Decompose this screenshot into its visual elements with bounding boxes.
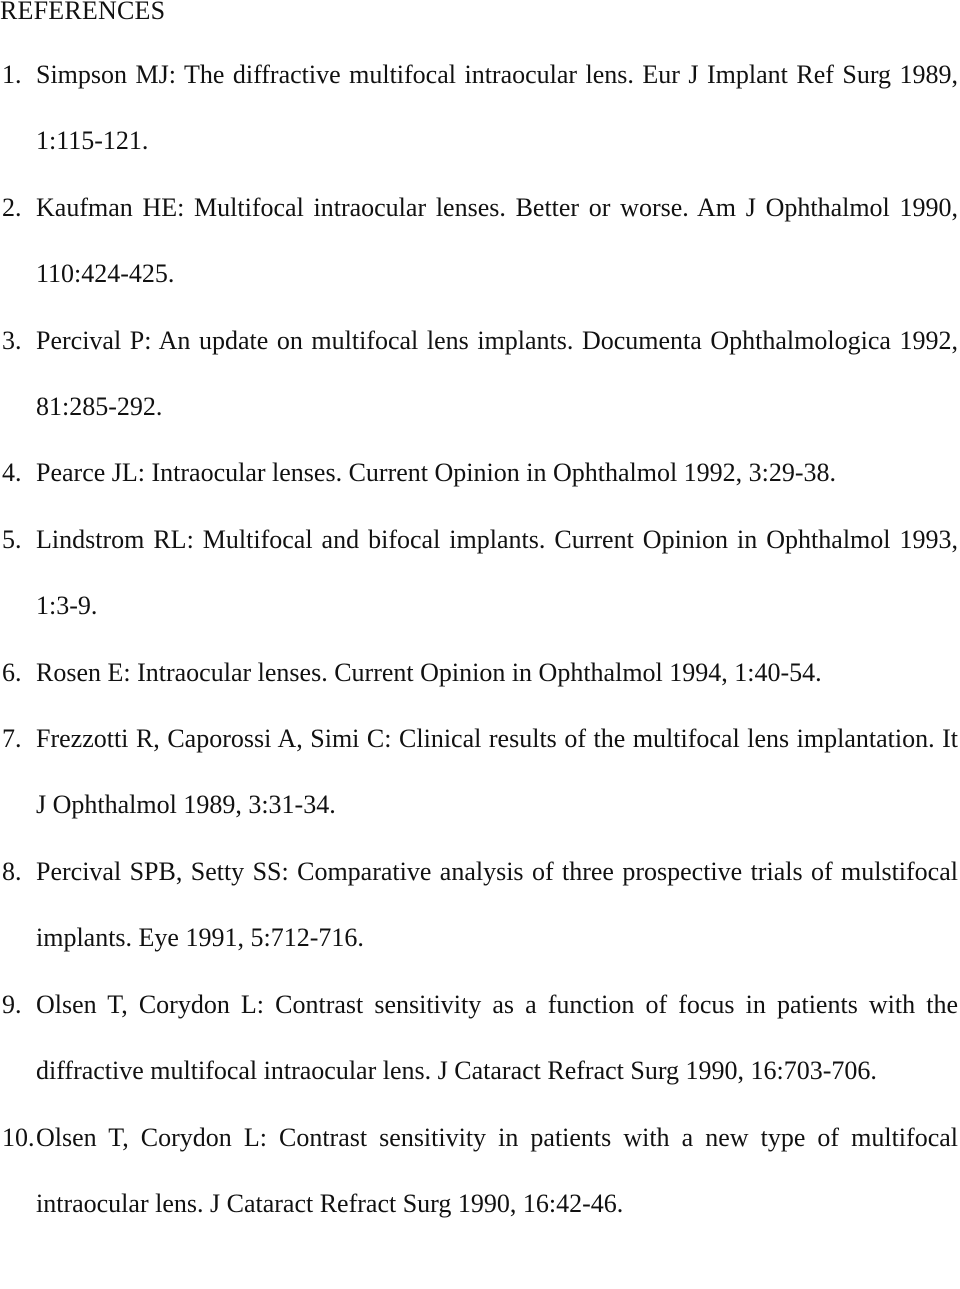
reference-number: 7. [2,724,22,754]
reference-number: 9. [2,989,22,1019]
reference-item-8 [0,839,960,972]
reference-item-4 [0,440,960,506]
reference-list [0,42,960,1237]
reference-number: 5. [2,524,22,554]
reference-text: Pearce JL: Intraocular lenses. Current Opinion in Ophthalmol 1992, 3:29-38. [36,458,837,488]
reference-item-3 [0,308,960,441]
reference-text: Simpson MJ: The diffractive multifocal intraocular lens. Eur J Implant Ref Surg 1989, 1:115-121. [36,60,958,156]
reference-text: Olsen T, Corydon L: Contrast sensitivity as a function of focus in patients with the diffractive multifocal intraocular lens. J Cataract Refract Surg 1990, 16:703-706. [36,989,958,1086]
reference-number: 4. [2,458,22,488]
reference-text: Rosen E: Intraocular lenses. Current Opinion in Ophthalmol 1994, 1:40-54. [36,657,822,687]
reference-item-2 [0,175,960,308]
reference-text: Percival P: An update on multifocal lens implants. Documenta Ophthalmologica 1992, 81:285-292. [36,325,958,422]
reference-item-7 [0,706,960,839]
reference-number: 3. [2,325,22,355]
references-heading: REFERENCES [0,0,166,25]
reference-item-6 [0,640,960,706]
reference-text: Kaufman HE: Multifocal intraocular lenses. Better or worse. Am J Ophthalmol 1990, 110:424-425. [36,192,958,289]
reference-number: 2. [2,192,22,222]
reference-number: 8. [2,856,22,886]
reference-item-9 [0,972,960,1105]
reference-number: 10. [2,1122,35,1152]
reference-number: 6. [2,657,22,687]
reference-text: Percival SPB, Setty SS: Comparative analysis of three prospective trials of mulstifocal implants. Eye 1991, 5:712-716. [36,856,958,953]
reference-number: 1. [2,60,22,89]
reference-text: Lindstrom RL: Multifocal and bifocal implants. Current Opinion in Ophthalmol 1993, 1:3-9. [36,524,958,621]
reference-item-5 [0,507,960,640]
reference-item-1 [0,42,960,175]
reference-text: Olsen T, Corydon L: Contrast sensitivity in patients with a new type of multifocal intraocular lens. J Cataract Refract Surg 1990, 16:42-46. [36,1122,958,1218]
reference-item-10 [0,1105,960,1238]
reference-text: Frezzotti R, Caporossi A, Simi C: Clinical results of the multifocal lens implantation. It J Ophthalmol 1989, 3:31-34. [36,724,958,820]
